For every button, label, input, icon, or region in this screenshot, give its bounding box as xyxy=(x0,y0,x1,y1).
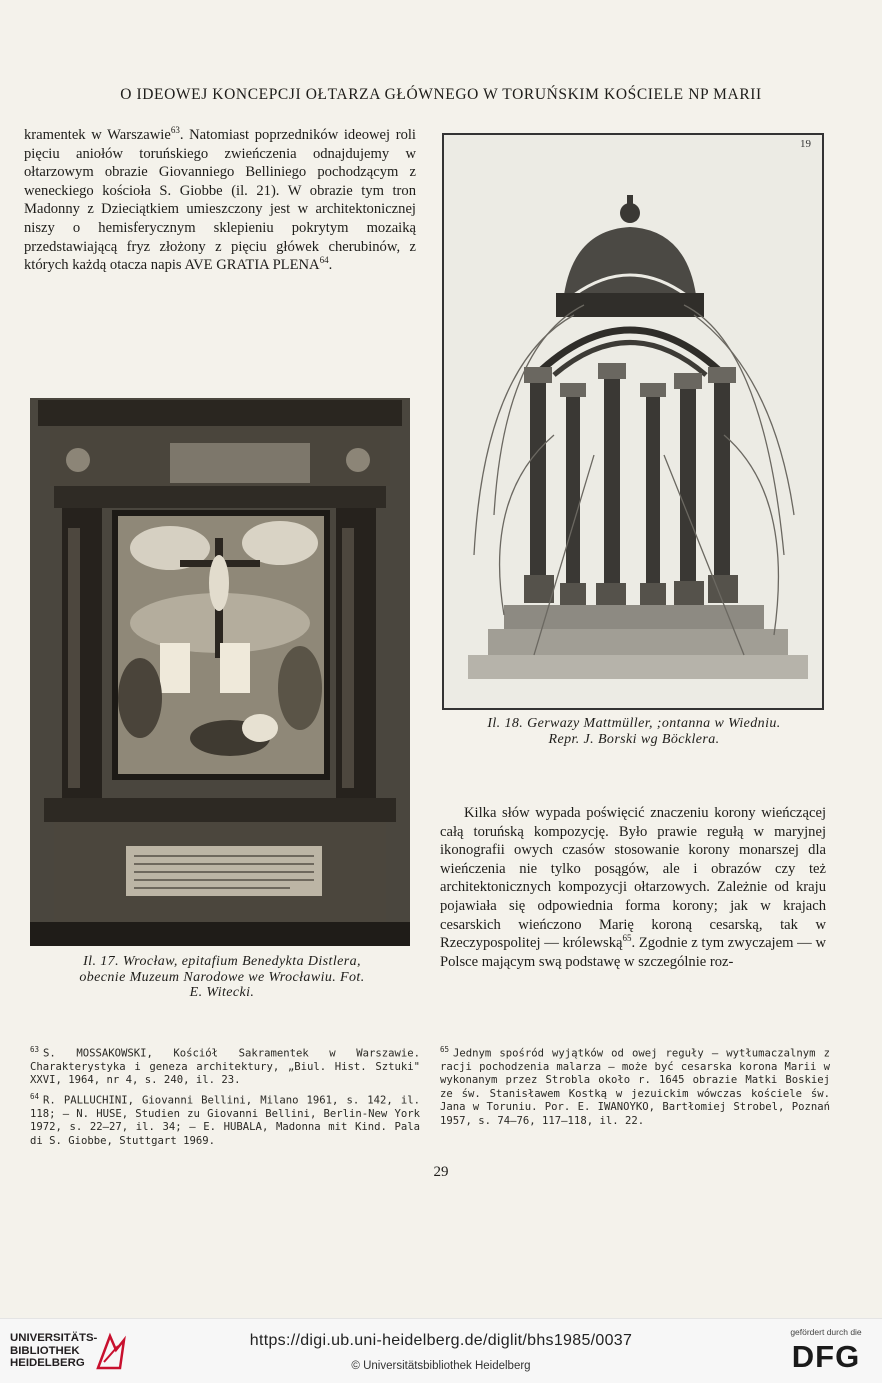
fountain-illustration xyxy=(444,135,822,708)
figure-17-caption-line: Il. 17. Wrocław, epitafium Benedykta Distlera, xyxy=(83,954,361,969)
figure-17-epitaph-photo xyxy=(30,398,410,946)
page-url-link[interactable]: https://digi.ub.uni-heidelberg.de/diglit/bhs1985/0037 xyxy=(249,1332,633,1349)
figure-17-caption-line: E. Witecki. xyxy=(189,985,255,1000)
body-text-left-part1: kramentek w Warszawie xyxy=(24,127,171,143)
running-head: O IDEOWEJ KONCEPCJI OŁTARZA GŁÓWNEGO W TORUŃSKIM KOŚCIELE NP MARII xyxy=(120,86,762,103)
footnote-ref-64[interactable]: 64 xyxy=(319,255,329,266)
figure-17-caption xyxy=(34,954,410,1001)
funder-label: gefördert durch die xyxy=(790,1327,862,1337)
institution-line: HEIDELBERG xyxy=(10,1357,85,1370)
footnote-number: 65 xyxy=(440,1045,450,1054)
figure-18-caption-line: Repr. J. Borski wg Böcklera. xyxy=(548,731,720,747)
body-text-left-part3: . xyxy=(328,257,333,274)
figure-18-caption xyxy=(440,716,828,747)
footnotes-right xyxy=(440,1043,830,1130)
figure-18-caption-line: Il. 18. Gerwazy Mattmüller, ;ontanna w Wiedniu. xyxy=(487,716,781,731)
body-text-right xyxy=(440,804,826,971)
copyright-notice: © Universitätsbibliothek Heidelberg xyxy=(351,1360,531,1372)
dfg-logo-text: DFG xyxy=(791,1339,861,1374)
footnote-text: R. PALLUCHINI, Giovanni Bellini, Milano 1961, s. 142, il. 118; — N. HUSE, Studien zu Giovanni Bellini, Berlin-New York 1972, s. 22—27, il. 34; — E. HUBALA, Madonna mit Kind. Pala di S. Giobbe, Stuttgart 1969. xyxy=(30,1094,420,1147)
figure-18-fountain-engraving xyxy=(442,133,824,710)
footnote-text: Jednym spośród wyjątków od owej reguły — wytłumaczalnym z racji pochodzenia malarza — może być cesarska korona Marii w wykonanym przez Strobla około r. 1645 obrazie Matki Boskiej ze św. Stanisławem Kostką w jezuickim wówczas kościele św. Jana w Toruniu. Por. E. IWANOYKO, Bartłomiej Strobel, Poznań 1957, s. 74—76, 117—118, il. 22. xyxy=(440,1047,830,1127)
footnotes-left xyxy=(30,1043,420,1150)
footnote-number: 63 xyxy=(30,1045,40,1054)
footnote-number: 64 xyxy=(30,1091,40,1101)
institution-line: BIBLIOTHEK xyxy=(10,1344,80,1357)
body-text-left-part2: . Natomiast poprzedników ideowej roli pięciu aniołów toruńskiego zwieńczenia odnajdujemy w ołtarzowym obrazie Giovanniego Belliniego pochodzącym z weneckiego kościoła S. Giobbe (il. 21). W obrazie tym tron Madonny z Dzieciątkiem umieszczony jest w architektonicznej niszy o hemisferycznym sklepieniu pokrytym mozaiką przedstawiającą fryz złożony z pięciu główek cherubinów, z których każdą otacza napis AVE GRATIA PLENA xyxy=(24,127,416,274)
body-text-left xyxy=(24,126,416,275)
figure-17-caption-line: obecnie Muzeum Narodowe we Wrocławiu. Fot. xyxy=(79,969,365,985)
figure-18-corner-mark: 19 xyxy=(800,138,811,150)
footnote-text: S. MOSSAKOWSKI, Kościół Sakramentek w Warszawie. Charakterystyka i geneza architektury, „Biul. Hist. Sztuki" XXVI, 1964, nr 4, s. 240, il. 23. xyxy=(30,1047,420,1087)
body-text-right-part2: . Zgodnie z tym zwyczajem — w Polsce mającym swą podstawę w szczególnie roz- xyxy=(440,935,826,970)
body-text-right-part1: Kilka słów wypada poświęcić znaczeniu korony wieńczącej całą toruńską kompozycję. Było prawie regułą w maryjnej ikonografii owych czasów stosowanie korony monarszej dla wieńczenia nie tylko posągów, ale i obrazów czy też architektonicznych kompozycji ołtarzowych. Zależnie od kraju pojawiała się odpowiednia forma korony; jak w krajach cesarskich wieńczono Marię koroną cesarską, tak w Rzeczypospolitej — królewską xyxy=(440,805,826,952)
footnote-64 xyxy=(30,1090,420,1148)
viewer-footer xyxy=(0,1318,882,1383)
epitaph-illustration xyxy=(30,398,410,946)
dfg-funder-logo[interactable] xyxy=(780,1327,872,1375)
footnote-63 xyxy=(30,1043,420,1088)
footnote-ref-65[interactable]: 65 xyxy=(622,933,632,944)
institution-line: UNIVERSITÄTS- xyxy=(10,1332,98,1344)
footnote-ref-63[interactable]: 63 xyxy=(170,125,180,136)
footnote-65 xyxy=(440,1043,830,1128)
page-number: 29 xyxy=(433,1164,449,1180)
